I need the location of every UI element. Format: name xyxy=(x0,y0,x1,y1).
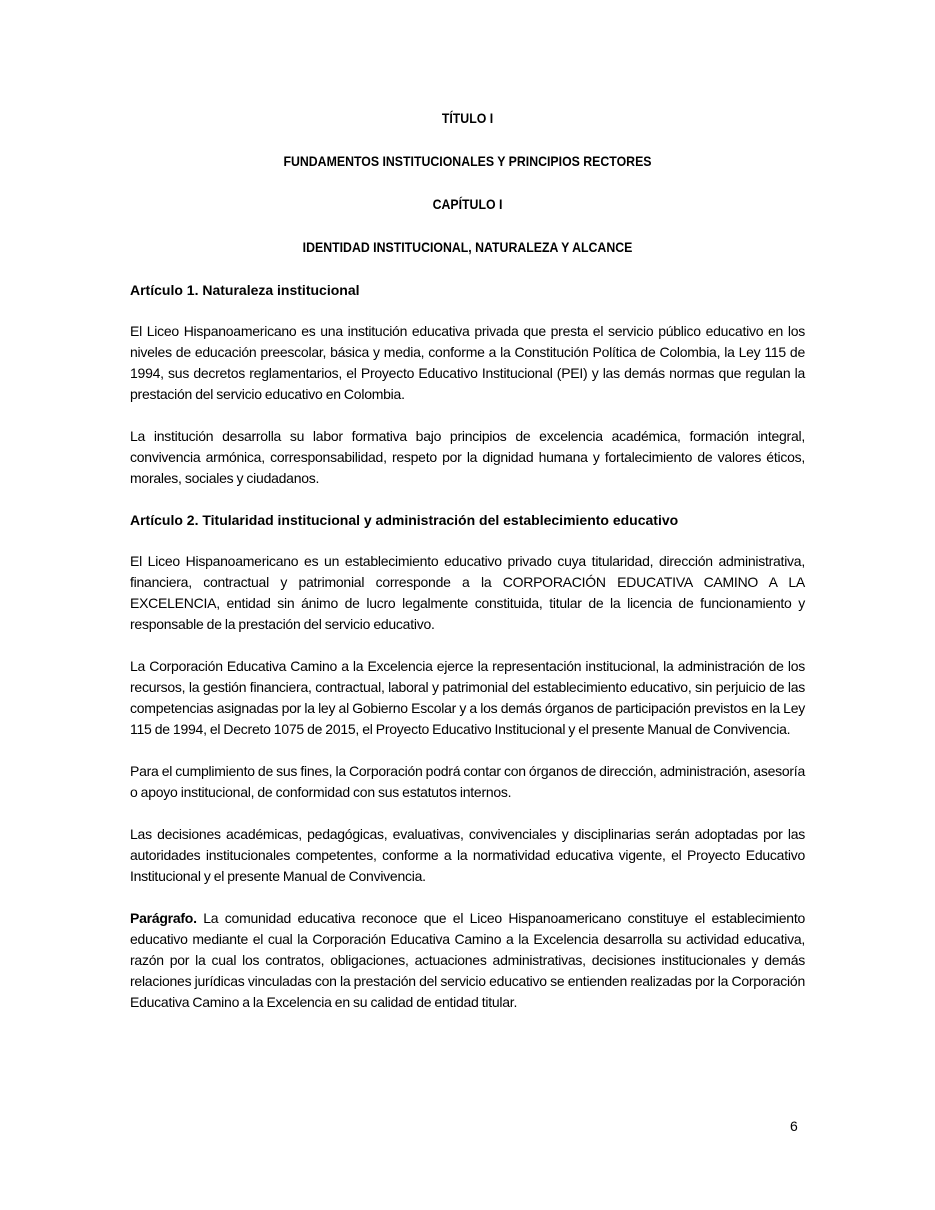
article-2-title: Artículo 2. Titularidad institucional y administración del establecimiento educativo xyxy=(130,512,679,528)
article-2-paragraph-3: Para el cumplimiento de sus fines, la Corporación podrá contar con órganos de dirección, administración, asesoría o apoyo institucional, de conformidad con sus estatutos internos. xyxy=(130,763,805,800)
article-2-paragraph-1: El Liceo Hispanoamericano es un establecimiento educativo privado cuya titularidad, dirección administrativa, financiera, contractual y patrimonial corresponde a la CORPORACIÓN EDUCATIVA CAMINO A LA EXCELENCIA, entidad sin ánimo de lucro legalmente constituida, titular de la licencia de funcionamiento y responsable de la prestación del servicio educativo. xyxy=(130,553,805,632)
page-content xyxy=(130,108,805,1034)
article-1-title: Artículo 1. Naturaleza institucional xyxy=(130,282,360,298)
page-number: 6 xyxy=(790,1118,798,1134)
article-2-paragraph-4: Las decisiones académicas, pedagógicas, evaluativas, convivenciales y disciplinarias serán adoptadas por las autoridades institucionales competentes, conforme a la normatividad educativa vigente, el Proyecto Educativo Institucional y el presente Manual de Convivencia. xyxy=(130,826,805,884)
chapter-heading: CAPÍTULO I xyxy=(432,196,503,212)
article-2-paragraph-2: La Corporación Educativa Camino a la Excelencia ejerce la representación institucional, la administración de los recursos, la gestión financiera, contractual, laboral y patrimonial del establecimiento educativo, sin perjuicio de las competencias asignadas por la ley al Gobierno Escolar y a los demás órganos de participación previstos en la Ley 115 de 1994, el Decreto 1075 de 2015, el Proyecto Educativo Institucional y el presente Manual de Convivencia. xyxy=(130,658,805,737)
article-1-paragraph-1: El Liceo Hispanoamericano es una institución educativa privada que presta el servicio público educativo en los niveles de educación preescolar, básica y media, conforme a la Constitución Política de Colombia, la Ley 115 de 1994, sus decretos reglamentarios, el Proyecto Educativo Institucional (PEI) y las demás normas que regulan la prestación del servicio educativo en Colombia. xyxy=(130,323,805,402)
article-2-paragrafo xyxy=(130,908,805,1013)
paragrafo-text: La comunidad educativa reconoce que el Liceo Hispanoamericano constituye el establecimiento educativo mediante el cual la Corporación Educativa Camino a la Excelencia desarrolla su actividad educativa, razón por la cual los contratos, obligaciones, actuaciones administrativas, decisiones institucionales y demás relaciones jurídicas vinculadas con la prestación del servicio educativo se entienden realizadas por la Corporación Educativa Camino a la Excelencia en su calidad de entidad titular. xyxy=(130,910,805,1010)
title-heading: TÍTULO I xyxy=(441,110,494,126)
title-name-heading: FUNDAMENTOS INSTITUCIONALES Y PRINCIPIOS RECTORES xyxy=(283,153,652,169)
paragrafo-label: Parágrafo. xyxy=(130,910,197,926)
article-1-paragraph-2: La institución desarrolla su labor formativa bajo principios de excelencia académica, formación integral, convivencia armónica, corresponsabilidad, respeto por la dignidad humana y fortalecimiento de valores éticos, morales, sociales y ciudadanos. xyxy=(130,428,805,486)
chapter-name-heading: IDENTIDAD INSTITUCIONAL, NATURALEZA Y ALCANCE xyxy=(302,239,633,255)
